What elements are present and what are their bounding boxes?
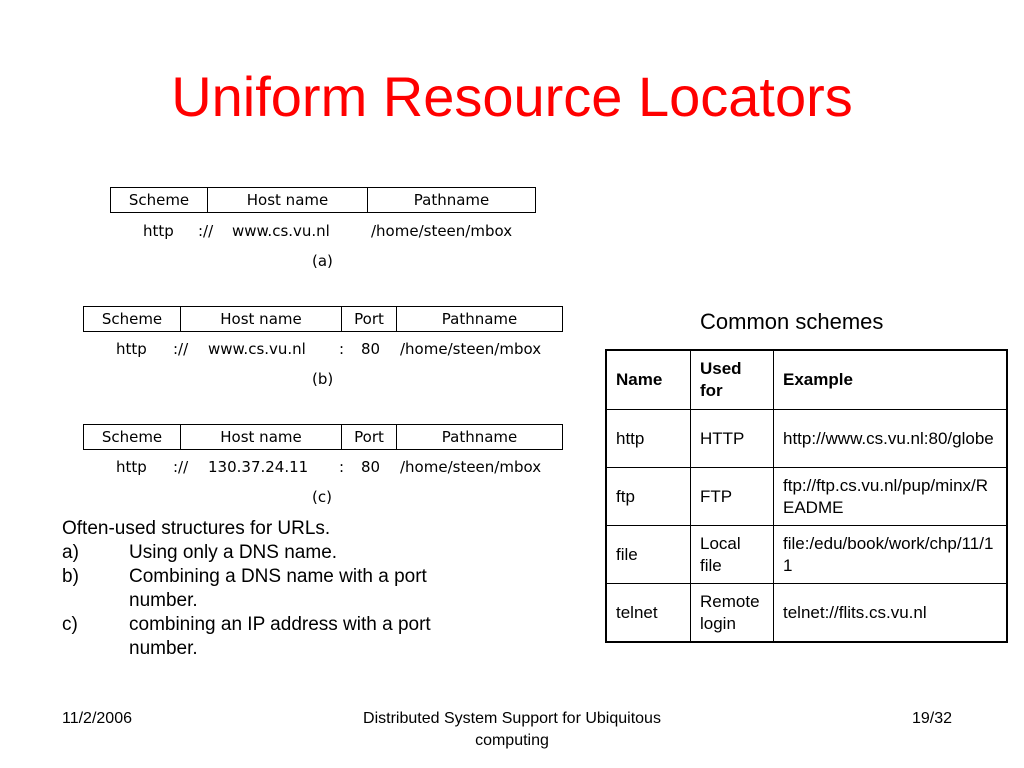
scheme-name: http (606, 410, 691, 468)
table-row (606, 410, 1007, 468)
schemes-table (605, 349, 1008, 643)
scheme-example: http://www.cs.vu.nl:80/globe (774, 410, 1008, 468)
scheme-header: Scheme (84, 425, 181, 449)
list-item (62, 613, 522, 661)
list-marker: a) (62, 542, 79, 563)
url-pathname: /home/steen/mbox (400, 458, 542, 476)
list-item (62, 541, 522, 565)
column-header-example: Example (774, 350, 1008, 410)
footer-page-number: 19/32 (912, 710, 953, 727)
url-hostname: www.cs.vu.nl (232, 222, 330, 240)
table-row (606, 584, 1007, 643)
diagram-caption-c: (c) (312, 488, 332, 506)
column-header-name: Name (606, 350, 691, 410)
url-structure-a (110, 187, 536, 213)
url-port: 80 (361, 458, 381, 476)
diagram-caption-a: (a) (312, 252, 333, 270)
scheme-name: file (606, 526, 691, 584)
url-pathname: /home/steen/mbox (371, 222, 513, 240)
list-marker: c) (62, 614, 78, 635)
list-text: Combining a DNS name with a port number. (129, 566, 427, 611)
url-port-colon: : (339, 340, 345, 358)
port-header: Port (342, 425, 397, 449)
url-port: 80 (361, 340, 381, 358)
list-text: combining an IP address with a port number. (129, 614, 431, 659)
list-text: Using only a DNS name. (129, 542, 338, 563)
port-header: Port (342, 307, 397, 331)
hostname-header: Host name (208, 188, 368, 212)
scheme-used-for: FTP (691, 468, 774, 526)
table-row (606, 468, 1007, 526)
url-separator: :// (198, 222, 214, 240)
schemes-heading: Common schemes (700, 309, 884, 334)
hostname-header: Host name (181, 307, 342, 331)
hostname-header: Host name (181, 425, 342, 449)
url-separator: :// (173, 458, 189, 476)
scheme-name: telnet (606, 584, 691, 643)
scheme-used-for: Remote login (691, 584, 774, 643)
column-header-used-for: Used for (691, 350, 774, 410)
url-pathname: /home/steen/mbox (400, 340, 542, 358)
url-hostname: www.cs.vu.nl (208, 340, 306, 358)
scheme-header: Scheme (111, 188, 208, 212)
scheme-used-for: HTTP (691, 410, 774, 468)
scheme-example: file:/edu/book/work/chp/11/11 (774, 526, 1008, 584)
scheme-example: telnet://flits.cs.vu.nl (774, 584, 1008, 643)
table-row (606, 526, 1007, 584)
url-scheme: http (116, 340, 147, 358)
url-separator: :// (173, 340, 189, 358)
scheme-used-for: Local file (691, 526, 774, 584)
description-intro: Often-used structures for URLs. (62, 518, 331, 539)
diagram-caption-b: (b) (312, 370, 334, 388)
pathname-header: Pathname (413, 191, 490, 209)
list-item (62, 565, 522, 613)
scheme-header: Scheme (84, 307, 181, 331)
list-marker: b) (62, 566, 79, 587)
pathname-header: Pathname (441, 428, 518, 446)
url-structure-b (83, 306, 563, 332)
url-scheme: http (143, 222, 174, 240)
scheme-name: ftp (606, 468, 691, 526)
url-port-colon: : (339, 458, 345, 476)
footer-date: 11/2/2006 (62, 710, 132, 727)
scheme-example: ftp://ftp.cs.vu.nl/pup/minx/README (774, 468, 1008, 526)
url-structure-c (83, 424, 563, 450)
url-ip-address: 130.37.24.11 (208, 458, 309, 476)
url-structures-description (62, 517, 522, 661)
footer-course: Distributed System Support for Ubiquitous computing (363, 710, 661, 749)
slide-title: Uniform Resource Locators (171, 65, 853, 128)
pathname-header: Pathname (441, 310, 518, 328)
table-header-row (606, 350, 1007, 410)
url-scheme: http (116, 458, 147, 476)
